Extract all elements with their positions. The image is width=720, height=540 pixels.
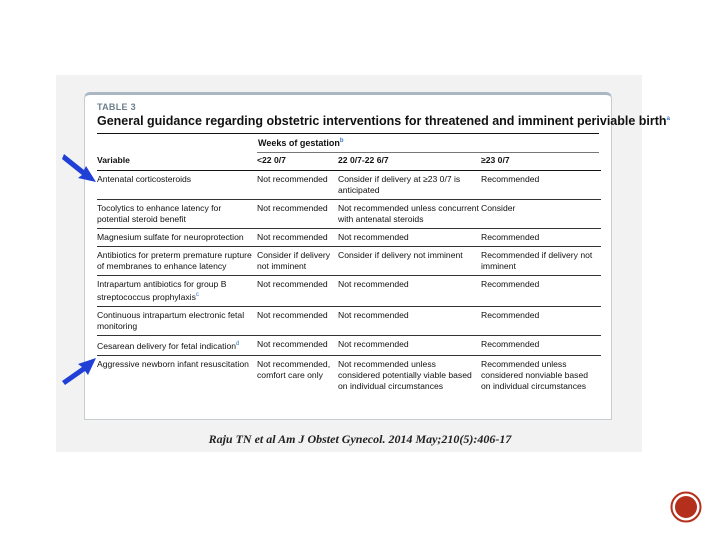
table-label: TABLE 3 xyxy=(97,102,136,112)
table-row xyxy=(97,355,601,395)
table-row xyxy=(97,276,601,307)
row-footnote: d xyxy=(236,340,240,347)
cell-lt22: Not recommended xyxy=(257,174,328,184)
cell-22: Not recommended xyxy=(338,279,409,289)
cell-lt22: Not recommended xyxy=(257,338,328,349)
cell-ge23: Consider xyxy=(481,203,516,213)
cell-22: Not recommended xyxy=(338,338,409,349)
cell-ge23: Recommended xyxy=(481,279,540,289)
row-footnote: c xyxy=(195,292,199,298)
arrow-icon-shape xyxy=(62,358,96,385)
cell-ge23: Recommended if delivery not imminent xyxy=(481,250,593,271)
citation: Raju TN et al Am J Obstet Gynecol. 2014 May;210(5):406-17 xyxy=(208,432,512,446)
cell-ge23: Recommended unless considered nonviable based on individual circumstances xyxy=(481,358,589,391)
table-row xyxy=(97,335,601,355)
table-title-footnote: a xyxy=(666,115,670,122)
guidance-table xyxy=(97,153,601,395)
cell-ge23: Recommended xyxy=(481,232,540,242)
column-header-22: 22 0/7-22 6/7 xyxy=(338,155,389,165)
table-panel xyxy=(84,92,670,420)
cell-22: Not recommended unless concurrent with antenatal steroids xyxy=(338,203,479,224)
table-row xyxy=(97,171,601,200)
row-variable-text: Intrapartum antibiotics for group B streptococcus prophylaxis xyxy=(97,279,227,302)
row-variable-text: Magnesium sulfate for neuroprotection xyxy=(97,232,244,242)
cell-22: Consider if delivery at ≥23 0/7 is anticipated xyxy=(338,174,461,195)
weeks-header-footnote: b xyxy=(339,138,344,144)
row-variable xyxy=(97,171,257,200)
row-variable-text: Aggressive newborn infant resuscitation xyxy=(97,358,249,369)
cell-lt22: Not recommended xyxy=(257,203,328,213)
arrow-icon-shape xyxy=(62,154,96,182)
table-title xyxy=(97,114,670,128)
table-row xyxy=(97,306,601,335)
column-header-ge23: ≥23 0/7 xyxy=(481,155,510,165)
table-row xyxy=(97,247,601,276)
cell-lt22: Not recommended xyxy=(257,309,328,320)
column-header-variable: Variable xyxy=(97,155,130,165)
weeks-header-text: Weeks of gestation xyxy=(258,138,340,148)
cell-ge23: Recommended xyxy=(481,174,540,184)
row-variable xyxy=(97,200,257,229)
cell-lt22: Not recommended xyxy=(257,279,328,289)
cell-ge23: Recommended xyxy=(481,309,540,320)
weeks-header xyxy=(258,138,344,148)
row-variable xyxy=(97,355,257,395)
row-variable-text: Cesarean delivery for fetal indication xyxy=(97,340,237,351)
row-variable-text: Continuous intrapartum electronic fetal monitoring xyxy=(97,309,245,331)
badge-fill xyxy=(675,496,697,518)
row-variable-text: Antenatal corticosteroids xyxy=(97,174,192,184)
cell-lt22: Consider if delivery not imminent xyxy=(257,250,331,271)
slide-badge-icon xyxy=(670,491,702,523)
arrow-icon-corticosteroids xyxy=(62,150,98,184)
cell-22: Not recommended xyxy=(338,309,409,320)
row-variable xyxy=(97,229,257,247)
column-header-lt22: <22 0/7 xyxy=(257,155,286,165)
cell-22: Not recommended xyxy=(338,232,409,242)
cell-22: Not recommended unless considered potentially viable based on individual circumstances xyxy=(338,358,472,391)
cell-22: Consider if delivery not imminent xyxy=(338,250,463,260)
row-variable-text: Tocolytics to enhance latency for potential steroid benefit xyxy=(97,203,222,224)
arrow-icon-cesarean xyxy=(62,356,98,386)
title-rule xyxy=(97,133,599,134)
cell-ge23: Recommended xyxy=(481,338,540,349)
table-row xyxy=(97,200,601,229)
table-title-text: General guidance regarding obstetric interventions for threatened and imminent periviable birth xyxy=(97,114,667,128)
row-variable xyxy=(97,306,257,335)
row-variable-text: Antibiotics for preterm premature rupture of membranes to enhance latency xyxy=(97,250,252,271)
row-variable xyxy=(97,276,257,307)
table-header-row xyxy=(97,153,601,171)
row-variable xyxy=(97,335,257,355)
table-row xyxy=(97,229,601,247)
cell-lt22: Not recommended xyxy=(257,232,328,242)
row-variable xyxy=(97,247,257,276)
cell-lt22: Not recommended, comfort care only xyxy=(257,358,331,380)
